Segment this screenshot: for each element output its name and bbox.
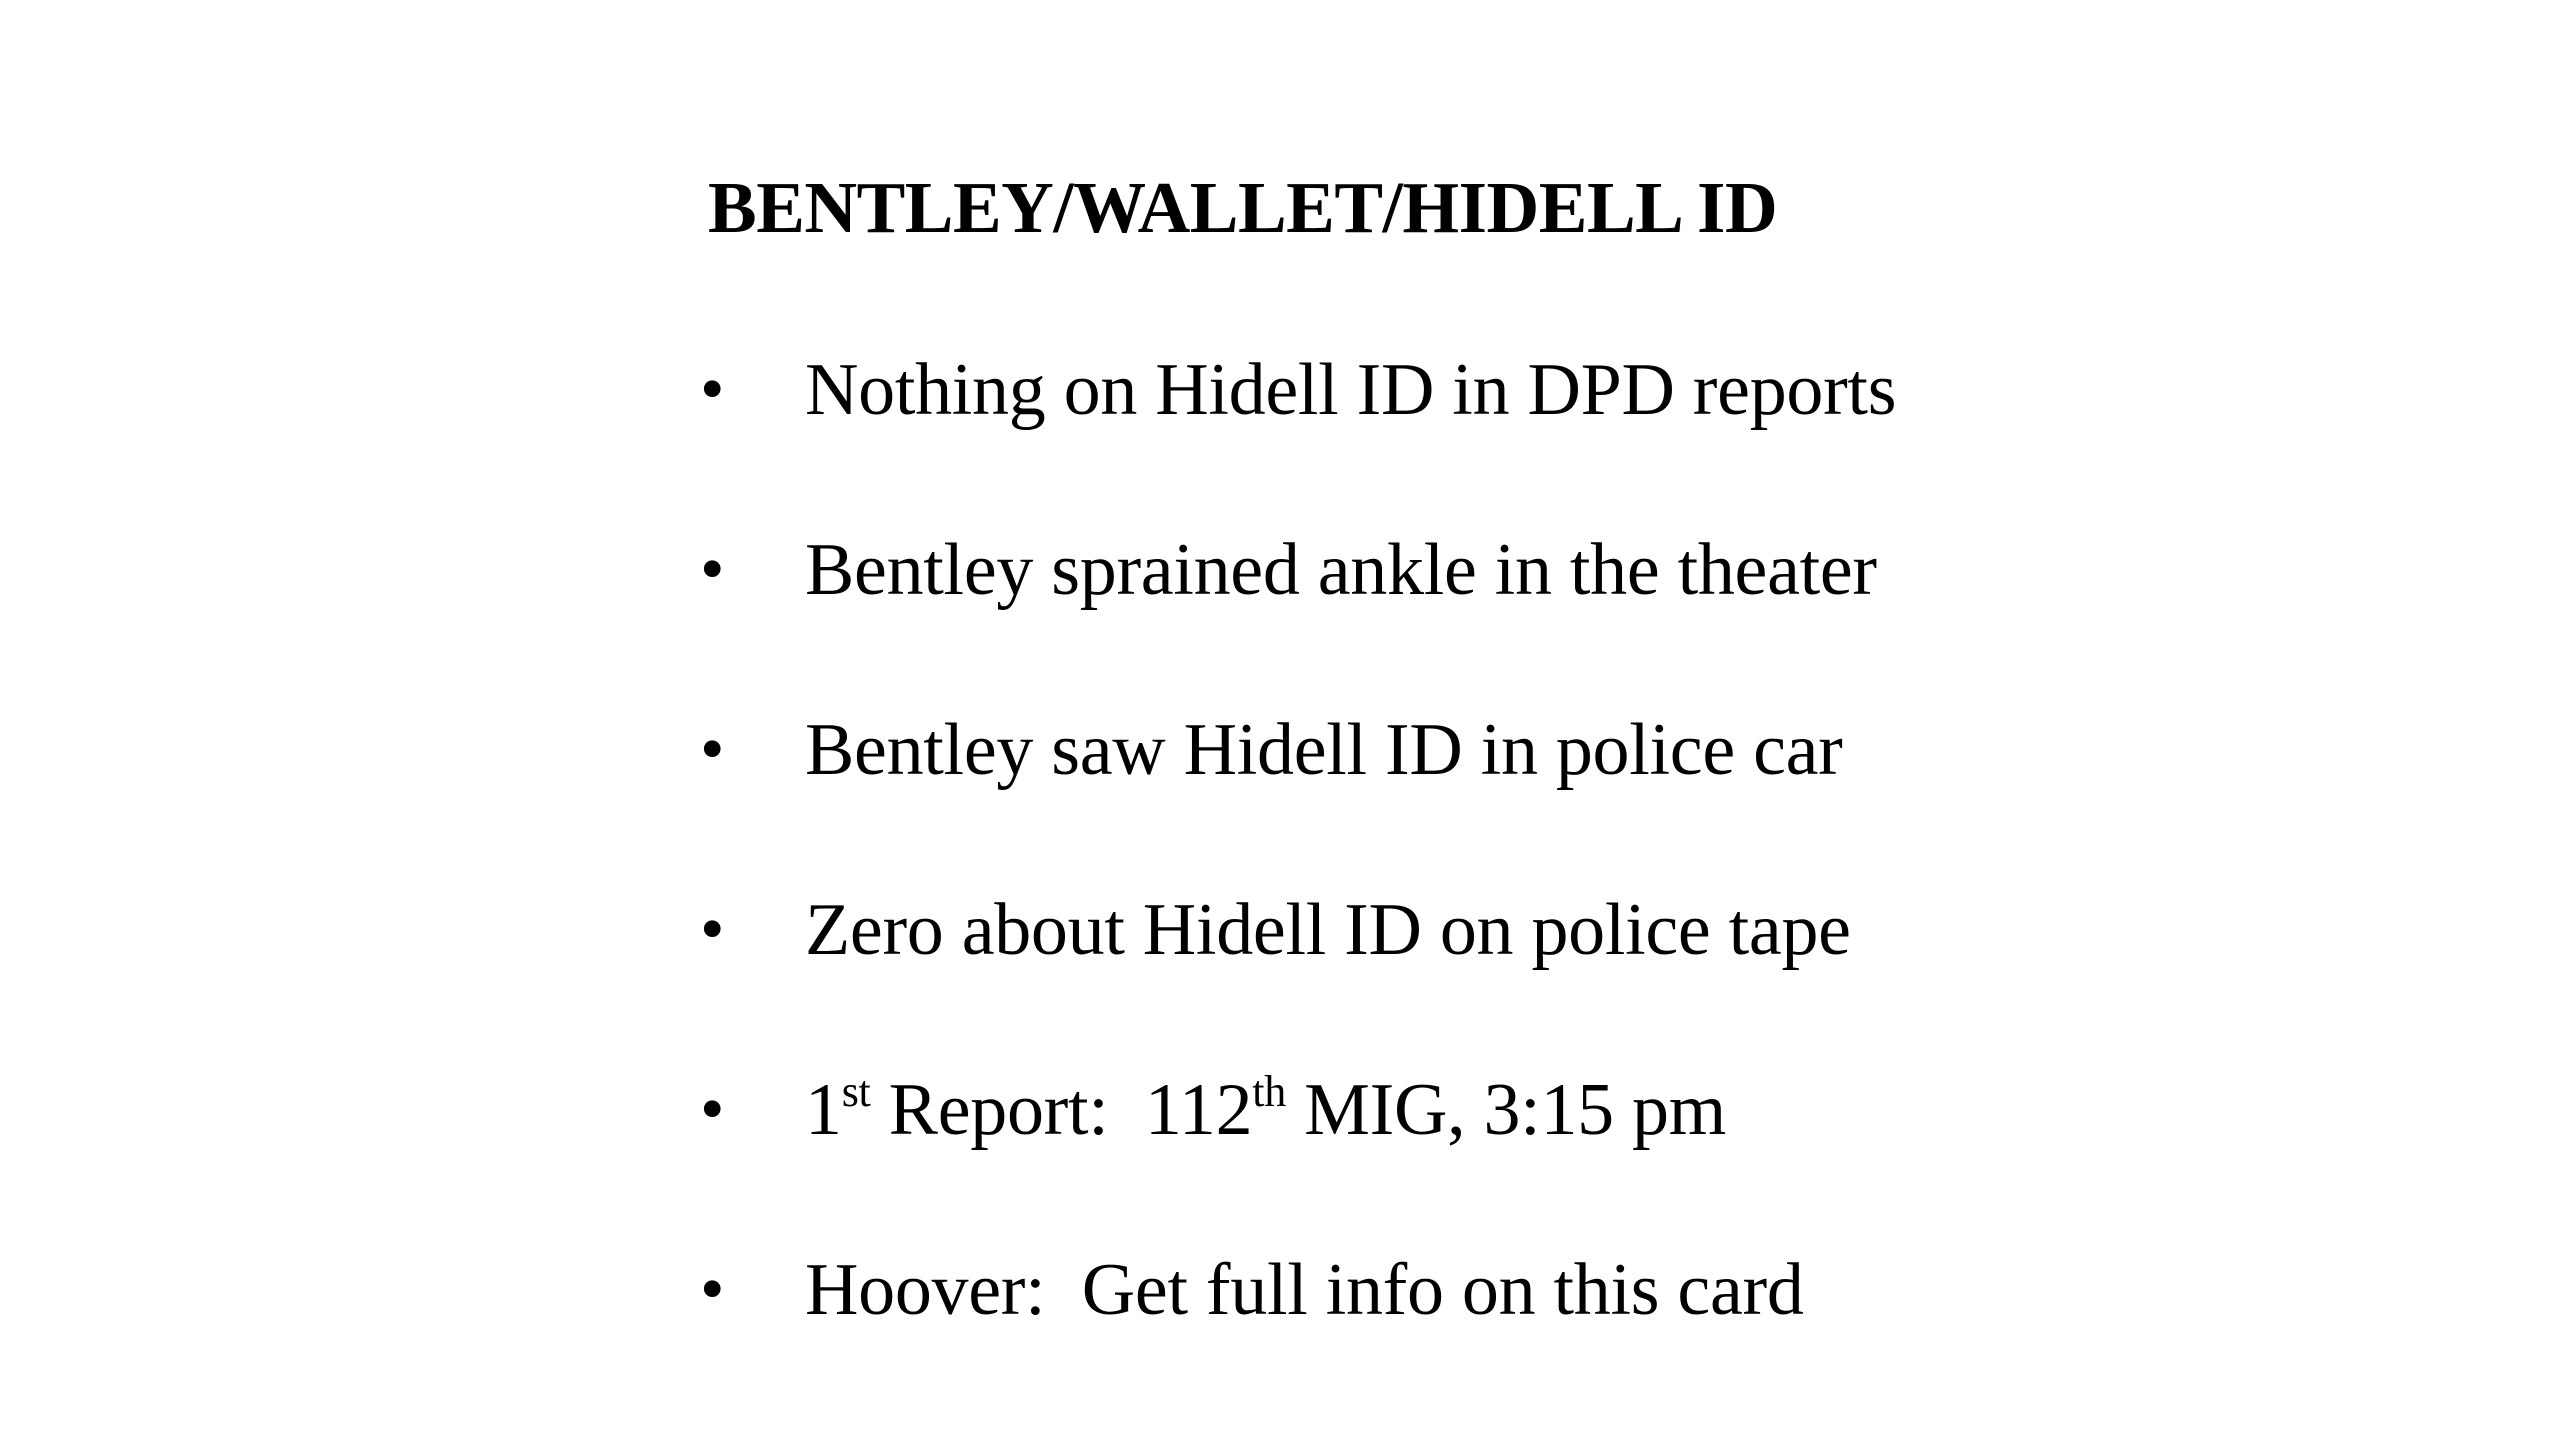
bullet-text: Zero about Hidell ID on police tape xyxy=(805,889,1851,971)
unit-ordinal-suffix: th xyxy=(1252,1067,1286,1116)
report-detail: MIG, 3:15 pm xyxy=(1285,1069,1727,1151)
report-label: Report: 112 xyxy=(870,1069,1253,1151)
bullet-text: Hoover: Get full info on this card xyxy=(805,1249,1804,1331)
bullet-item xyxy=(700,700,2100,800)
bullet-text: Nothing on Hidell ID in DPD reports xyxy=(805,349,1897,431)
bullet-icon: • xyxy=(700,891,725,968)
bullet-icon: • xyxy=(700,1251,725,1328)
bullet-icon: • xyxy=(700,1071,725,1148)
bullet-item xyxy=(700,1240,2100,1340)
bullet-item xyxy=(700,880,2100,980)
slide-title: BENTLEY/WALLET/HIDELL ID xyxy=(708,167,1778,248)
bullet-item xyxy=(700,1060,2100,1160)
report-ordinal-number: 1 xyxy=(805,1069,842,1151)
bullet-icon: • xyxy=(700,711,725,788)
bullet-item xyxy=(700,340,2100,440)
bullet-text-report xyxy=(805,1060,1726,1170)
bullet-text: Bentley sprained ankle in the theater xyxy=(805,529,1877,611)
bullet-item xyxy=(700,520,2100,620)
bullet-icon: • xyxy=(700,351,725,428)
report-ordinal-suffix: st xyxy=(841,1067,871,1116)
bullet-text: Bentley saw Hidell ID in police car xyxy=(805,709,1843,791)
bullet-icon: • xyxy=(700,531,725,608)
